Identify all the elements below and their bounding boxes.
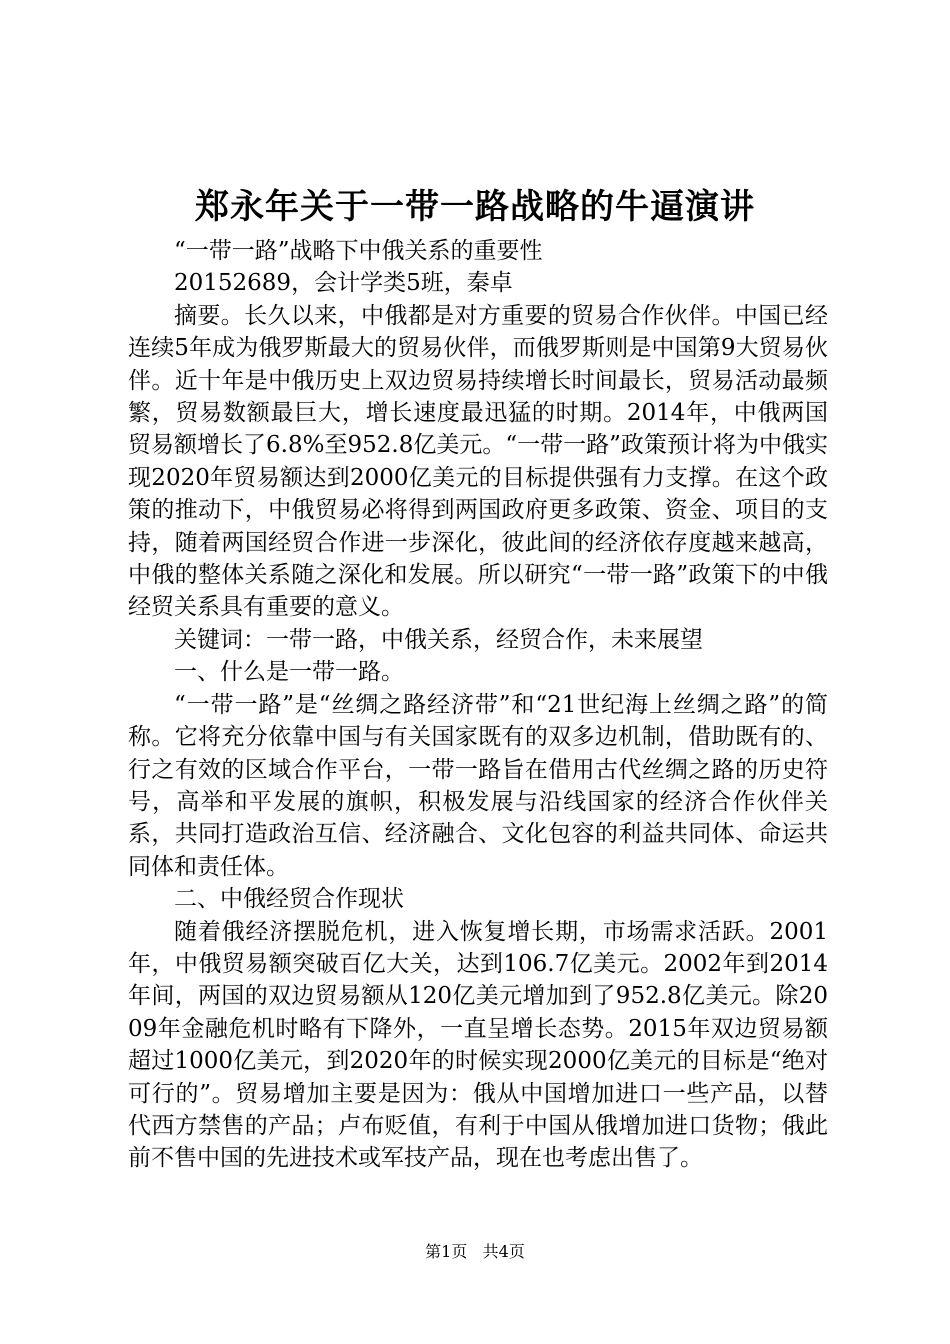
- section-heading-2: 二、中俄经贸合作现状: [174, 886, 404, 913]
- keywords-paragraph: 关键词：一带一路，中俄关系，经贸合作，未来展望: [174, 626, 703, 653]
- author-line: 20152689，会计学类5班，秦卓: [174, 270, 513, 297]
- document-body: [128, 235, 828, 1175]
- page-footer: [0, 1241, 950, 1263]
- section-2-paragraph: 随着俄经济摆脱危机，进入恢复增长期，市场需求活跃。2001年，中俄贸易额突破百亿大关，达到106.7亿美元。2002年到2014年间，两国的双边贸易额从120亿美元增加到了952.8亿美元。除2009年金融危机时略有下降外，一直呈增长态势。2015年双边贸易额超过1000亿美元，到2020年的时候实现2000亿美元的目标是“绝对可行的”。贸易增加主要是因为：俄从中国增加进口一些产品，以替代西方禁售的产品；卢布贬值，有利于中国从俄增加进口货物；俄此前不售中国的先进技术或军技产品，现在也考虑出售了。: [128, 918, 828, 1172]
- document-title: 郑永年关于一带一路战略的牛逼演讲: [195, 187, 755, 227]
- page-separator: [472, 1242, 477, 1261]
- page-number: 第1页: [425, 1242, 468, 1261]
- page-total: 共4页: [482, 1242, 525, 1261]
- section-heading-1: 一、什么是一带一路。: [174, 659, 404, 686]
- abstract-paragraph: 摘要。长久以来，中俄都是对方重要的贸易合作伙伴。中国已经连续5年成为俄罗斯最大的贸易伙伴，而俄罗斯则是中国第9大贸易伙伴。近十年是中俄历史上双边贸易持续增长时间最长，贸易活动最频繁，贸易数额最巨大，增长速度最迅猛的时期。2014年，中俄两国贸易额增长了6.8%至952.8亿美元。“一带一路”政策预计将为中俄实现2020年贸易额达到2000亿美元的目标提供强有力支撑。在这个政策的推动下，中俄贸易必将得到两国政府更多政策、资金、项目的支持，随着两国经贸合作进一步深化，彼此间的经济依存度越来越高，中俄的整体关系随之深化和发展。所以研究“一带一路”政策下的中俄经贸关系具有重要的意义。: [128, 302, 828, 621]
- subtitle-paragraph: “一带一路”战略下中俄关系的重要性: [174, 238, 543, 264]
- section-1-paragraph: “一带一路”是“丝绸之路经济带”和“21世纪海上丝绸之路”的简称。它将充分依靠中国与有关国家既有的双多边机制，借助既有的、行之有效的区域合作平台，一带一路旨在借用古代丝绸之路的历史符号，高举和平发展的旗帜，积极发展与沿线国家的经济合作伙伴关系，共同打造政治互信、经济融合、文化包容的利益共同体、命运共同体和责任体。: [128, 691, 828, 880]
